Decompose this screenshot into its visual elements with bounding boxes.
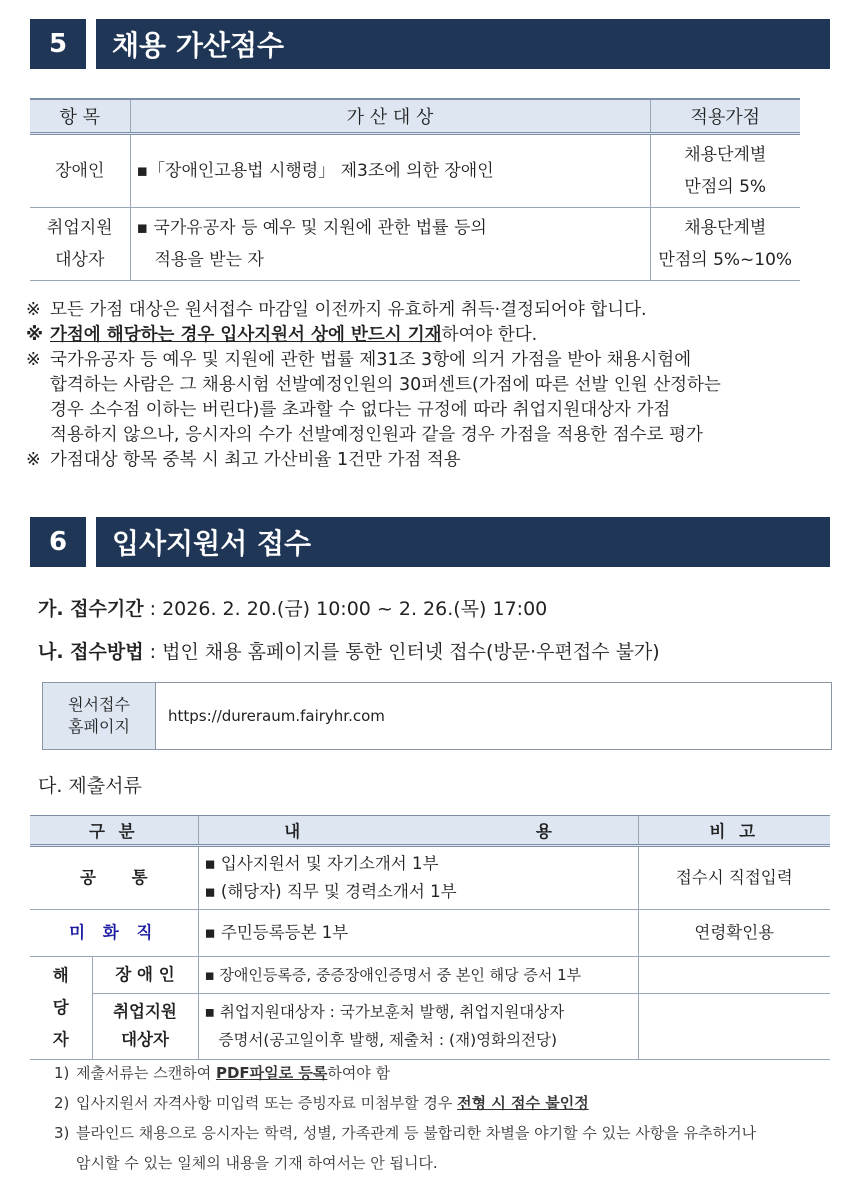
note-item: 2) 입사지원서 자격사항 미입력 또는 증빙자료 미첨부할 경우 전형 시 점수 불인정 xyxy=(54,1094,589,1112)
row-sublabel: 장 애 인 xyxy=(92,957,198,994)
row-note xyxy=(638,993,830,1059)
bonus-notes xyxy=(26,298,836,473)
documents-table xyxy=(30,815,830,1060)
site-label: 원서접수 홈페이지 xyxy=(43,683,156,749)
section-6-header xyxy=(30,517,830,567)
row-items: ▪ 주민등록등본 1부 xyxy=(198,910,638,957)
row-items: ▪ 입사지원서 및 자기소개서 1부 ▪ (해당자) 직무 및 경력소개서 1부 xyxy=(198,846,638,910)
row-label-minor: 미 화 직 xyxy=(30,910,198,957)
row-items: ▪ 취업지원대상자 : 국가보훈처 발행, 취업지원대상자 증명서(공고일이후 발행, 제출처 : (재)영화의전당) xyxy=(198,993,638,1059)
col-header-remark: 비 고 xyxy=(638,816,830,846)
table-row xyxy=(30,134,800,208)
col-header-category: 구 분 xyxy=(30,816,198,846)
row-target: ▪「장애인고용법 시행령」 제3조에 의한 장애인 xyxy=(130,134,650,208)
col-header-item: 항 목 xyxy=(30,99,130,134)
note-item: 1) 제출서류는 스캔하여 PDF파일로 등록하여야 함 xyxy=(54,1064,391,1082)
table-row xyxy=(30,846,830,910)
row-label-applicable: 해 당 자 xyxy=(30,957,92,1060)
col-header-content: 내 용 xyxy=(198,816,638,846)
row-label-common: 공 통 xyxy=(30,846,198,910)
table-row xyxy=(30,910,830,957)
row-item: 취업지원 대상자 xyxy=(30,208,130,281)
col-header-points: 적용가점 xyxy=(650,99,800,134)
table-row xyxy=(30,208,800,281)
note-item: ※ 국가유공자 등 예우 및 지원에 관한 법률 제31조 3항에 의거 가점을 받아 채용시험에 합격하는 사람은 그 채용시험 선발예정인원의 30퍼센트(가점에 따른 선발 인원 산정하는 경우 소수점 이하는 버린다)를 초과할 수 없다는 규정에 따라 취업지원대상자 가점 적용하지 않으나, 응시자의 수가 선발예정인원과 같을 경우 가점을 적용한 점수로 평가 xyxy=(26,350,721,445)
col-header-target: 가 산 대 상 xyxy=(130,99,650,134)
note-item: ※ 모든 가점 대상은 원서접수 마감일 이전까지 유효하게 취득·결정되어야 합니다. xyxy=(26,300,647,320)
note-item: ※ 가점에 해당하는 경우 입사지원서 상에 반드시 기재하여야 한다. xyxy=(26,325,538,345)
documents-title: 다. 제출서류 xyxy=(38,775,142,797)
site-url-link[interactable]: https://dureraum.fairyhr.com xyxy=(168,707,385,725)
row-points: 채용단계별 만점의 5%~10% xyxy=(650,208,800,281)
row-items: ▪ 장애인등록증, 중증장애인증명서 중 본인 해당 증서 1부 xyxy=(198,957,638,994)
application-period: 가. 접수기간 : 2026. 2. 20.(금) 10:00 ~ 2. 26.(목) 17:00 xyxy=(38,598,548,620)
documents-notes xyxy=(54,1058,824,1178)
row-note xyxy=(638,957,830,994)
table-row xyxy=(30,957,830,994)
application-site-box xyxy=(42,682,832,750)
row-points: 채용단계별 만점의 5% xyxy=(650,134,800,208)
section-5-header xyxy=(30,19,830,69)
row-item: 장애인 xyxy=(30,134,130,208)
row-note: 연령확인용 xyxy=(638,910,830,957)
application-method: 나. 접수방법 : 법인 채용 홈페이지를 통한 인터넷 접수(방문·우편접수 불가) xyxy=(38,641,660,663)
note-item: ※ 가점대상 항목 중복 시 최고 가산비율 1건만 가점 적용 xyxy=(26,450,461,470)
section-title: 채용 가산점수 xyxy=(96,19,830,69)
section-number: 6 xyxy=(30,517,86,567)
section-number: 5 xyxy=(30,19,86,69)
bonus-points-table xyxy=(30,98,800,281)
row-sublabel: 취업지원 대상자 xyxy=(92,993,198,1059)
note-item: 3) 블라인드 채용으로 응시자는 학력, 성별, 가족관계 등 불합리한 차별을 야기할 수 있는 사항을 유추하거나 암시할 수 있는 일체의 내용을 기재 하여서는 안 됩니다. xyxy=(54,1124,757,1172)
section-title: 입사지원서 접수 xyxy=(96,517,830,567)
table-row xyxy=(30,993,830,1059)
row-target: ▪ 국가유공자 등 예우 및 지원에 관한 법률 등의 적용을 받는 자 xyxy=(130,208,650,281)
row-note: 접수시 직접입력 xyxy=(638,846,830,910)
